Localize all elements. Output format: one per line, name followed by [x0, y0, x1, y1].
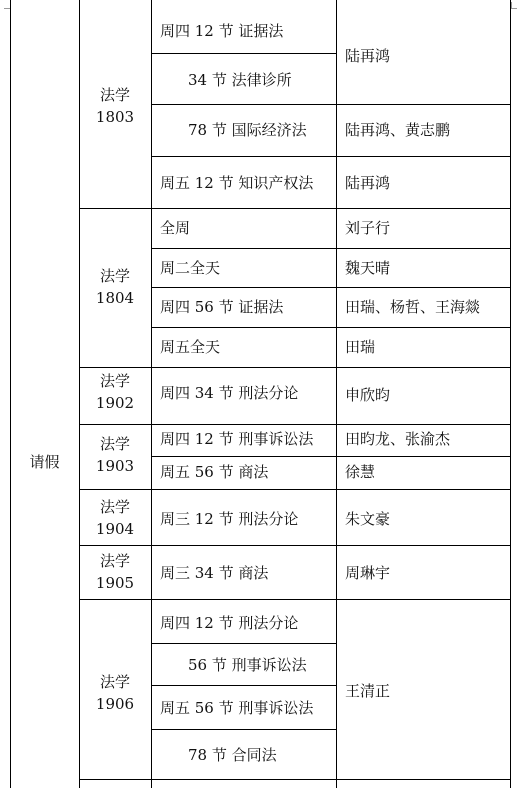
course-cell: 34 节 法律诊所: [188, 71, 292, 89]
course-cell: 周二全天: [160, 259, 221, 277]
class-label: 法学 1903: [95, 435, 135, 475]
person-cell: 田昀龙、张渝杰: [345, 430, 451, 448]
group-separator: [79, 779, 511, 780]
class-label: 法学 1902: [95, 372, 135, 412]
course-cell: 78 节 国际经济法: [188, 121, 307, 139]
class-label: 法学 1904: [95, 498, 135, 538]
person-cell: 朱文豪: [345, 510, 391, 528]
course-cell: 周五全天: [160, 338, 221, 356]
person-cell: 陆再鸿、黄志鹏: [345, 121, 451, 139]
row-separator: [151, 685, 337, 686]
person-cell: 田瑞、杨哲、王海燚: [345, 298, 481, 316]
row-separator: [151, 53, 337, 54]
row-separator: [151, 287, 511, 288]
course-cell: 周四 12 节 刑法分论: [160, 614, 299, 632]
group-separator: [79, 489, 511, 490]
person-cell: 周琳宇: [345, 564, 391, 582]
course-cell: 周四 12 节 刑事诉讼法: [160, 430, 314, 448]
person-cell: 陆再鸿: [345, 47, 391, 65]
corner-mark: [511, 8, 517, 9]
course-cell: 周五 56 节 刑事诉讼法: [160, 699, 314, 717]
table-border-left: [10, 0, 11, 788]
person-cell: 魏天晴: [345, 259, 391, 277]
group-separator: [79, 208, 511, 209]
course-cell: 周四 12 节 证据法: [160, 22, 284, 40]
person-cell: 陆再鸿: [345, 174, 391, 192]
person-cell: 徐慧: [345, 463, 376, 481]
person-cell: 刘子行: [345, 219, 391, 237]
corner-mark: [511, 2, 512, 8]
group-separator: [79, 545, 511, 546]
row-separator: [151, 248, 511, 249]
course-cell: 周三 34 节 商法: [160, 564, 269, 582]
row-separator: [151, 456, 511, 457]
course-cell: 全周: [160, 219, 191, 237]
class-label: 法学 1803: [95, 86, 135, 126]
course-cell: 周五 12 节 知识产权法: [160, 174, 314, 192]
table-border-right: [510, 0, 511, 788]
person-cell: 申欣昀: [345, 386, 391, 404]
group-separator: [79, 367, 511, 368]
category-label: 请假: [29, 453, 60, 471]
person-cell: 田瑞: [345, 338, 376, 356]
table-divider-course: [151, 0, 152, 788]
person-cell: 王清正: [345, 682, 391, 700]
row-separator: [151, 327, 511, 328]
row-separator: [151, 729, 337, 730]
group-separator: [79, 599, 511, 600]
course-cell: 周四 56 节 证据法: [160, 298, 284, 316]
class-label: 法学 1804: [95, 267, 135, 307]
group-separator: [79, 424, 511, 425]
course-cell: 周五 56 节 商法: [160, 463, 269, 481]
row-separator: [151, 156, 511, 157]
course-cell: 56 节 刑事诉讼法: [188, 656, 307, 674]
table-divider-person: [336, 0, 337, 788]
course-cell: 78 节 合同法: [188, 746, 277, 764]
course-cell: 周四 34 节 刑法分论: [160, 384, 299, 402]
class-label: 法学 1905: [95, 552, 135, 592]
row-separator: [151, 104, 511, 105]
course-cell: 周三 12 节 刑法分论: [160, 510, 299, 528]
row-separator: [151, 643, 337, 644]
class-label: 法学 1906: [95, 673, 135, 713]
